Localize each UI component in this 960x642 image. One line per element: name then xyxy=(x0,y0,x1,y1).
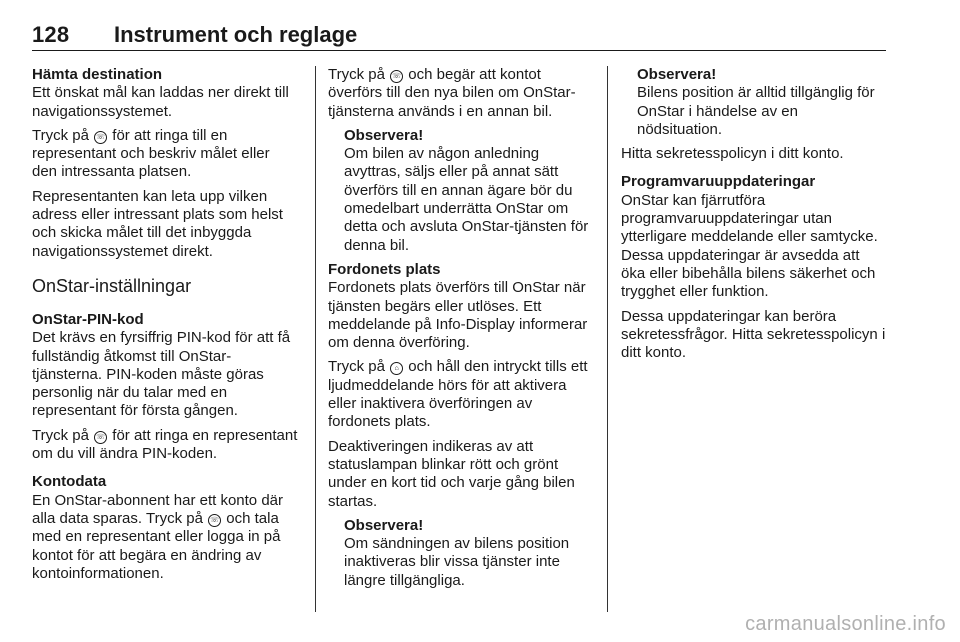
paragraph: Tryck på ☏ och begär att kontot överförs till den nya bilen om OnStar-tjänsterna används i en annan bil. xyxy=(328,66,576,120)
onstar-button-icon: ⌂ xyxy=(390,362,403,375)
paragraph: Dessa uppdateringar kan beröra sekretessfrågor. Hitta sekretesspolicyn i ditt konto. xyxy=(621,307,886,362)
onstar-service-button-icon: ☏ xyxy=(208,514,221,527)
section-heading-account-data: Kontodata xyxy=(32,473,107,491)
paragraph: Deaktiveringen indikeras av att statuslampan blinkar rött och grönt under en kort tid och varje gång bilen startas. xyxy=(328,437,575,510)
section-heading-download-destination: Hämta destination xyxy=(32,66,163,83)
section-heading-pin: OnStar-PIN-kod xyxy=(32,310,144,328)
paragraph: Det krävs en fyrsiffrig PIN-kod för att få fullständig åtkomst till OnStar-tjänsterna. PIN-koden måste göras personlig när du talar med en representant för första gången. xyxy=(32,329,291,420)
note-box xyxy=(344,127,594,255)
onstar-service-button-icon: ☏ xyxy=(94,431,107,444)
paragraph: OnStar kan fjärrutföra programvaruuppdateringar utan ytterligare meddelande eller samtycke. Dessa uppdateringar är avsedda att öka eller bibehålla bilens säkerhet och trygghet eller funktion. xyxy=(621,191,878,301)
note-box xyxy=(344,517,594,590)
watermark: carmanualsonline.info xyxy=(745,613,946,635)
section-heading-software-updates: Programvaruuppdateringar xyxy=(621,173,816,191)
column-divider-left xyxy=(315,66,316,612)
note-heading: Observera! xyxy=(344,126,424,144)
paragraph: En OnStar-abonnent har ett konto där alla data sparas. Tryck på ☏ och tala med en representant eller logga in på kontot för att begära en ändring av kontoinformationen. xyxy=(32,491,283,582)
note-heading: Observera! xyxy=(344,516,424,534)
main-heading-onstar-settings: OnStar-inställningar xyxy=(32,275,192,296)
note-text: Bilens position är alltid tillgänglig för OnStar i händelse av en nödsituation. xyxy=(637,84,875,138)
column-3 xyxy=(621,66,887,368)
paragraph: Representanten kan leta upp vilken adress eller intressant plats som helst och skicka målet till det inbyggda navigationssystemet direkt. xyxy=(32,187,283,260)
note-heading: Observera! xyxy=(637,66,717,83)
paragraph: Ett önskat mål kan laddas ner direkt till navigationssystemet. xyxy=(32,84,289,120)
column-1 xyxy=(32,66,298,589)
page-title: Instrument och reglage xyxy=(114,22,358,47)
column-2 xyxy=(328,66,594,596)
paragraph: Hitta sekretesspolicyn i ditt konto. xyxy=(621,145,844,163)
note-box xyxy=(637,66,887,139)
page-number: 128 xyxy=(32,22,70,47)
onstar-service-button-icon: ☏ xyxy=(390,70,403,83)
page-header xyxy=(32,20,886,51)
paragraph: Tryck på ☏ för att ringa en representant om du vill ändra PIN-koden. xyxy=(32,426,298,463)
note-text: Om sändningen av bilens position inaktiveras blir vissa tjänster inte längre tillgängliga. xyxy=(344,535,570,589)
paragraph: Tryck på ⌂ och håll den intryckt tills ett ljudmeddelande hörs för att aktivera eller inaktivera överföringen av fordonets plats. xyxy=(328,358,588,431)
section-heading-vehicle-location: Fordonets plats xyxy=(328,260,441,278)
note-text: Om bilen av någon anledning avyttras, säljs eller på annat sätt överförs till en annan ägare bör du omedelbart underrätta OnStar om detta och avsluta OnStar-tjänsten för denna bil. xyxy=(344,145,589,254)
column-divider-right xyxy=(607,66,608,612)
paragraph: Tryck på ☏ för att ringa till en representant och beskriv målet eller den intressanta platsen. xyxy=(32,126,270,181)
onstar-service-button-icon: ☏ xyxy=(94,131,107,144)
paragraph: Fordonets plats överförs till OnStar när tjänsten begärs eller utlöses. Ett meddelande på Info-Display informerar om denna överföring. xyxy=(328,279,588,352)
